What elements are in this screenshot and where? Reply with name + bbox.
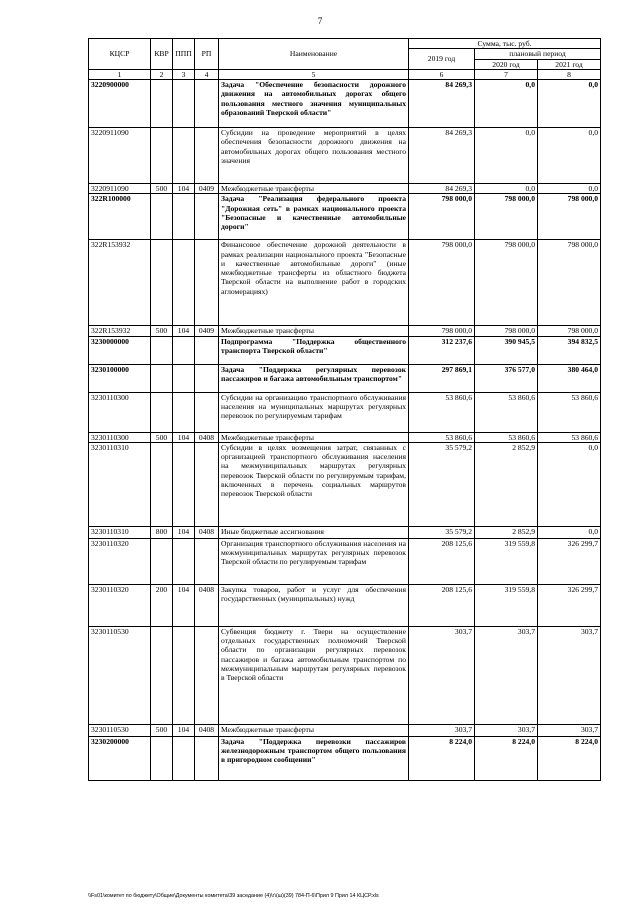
value-2019-cell: 208 125,6 — [409, 584, 475, 626]
kcsr-cell: 3220911090 — [89, 184, 151, 194]
table-row — [89, 526, 601, 538]
name-cell: Подпрограмма "Поддержка общественного транспорта Тверской области" — [219, 336, 409, 364]
table-row — [89, 392, 601, 432]
table-row — [89, 432, 601, 442]
ppp-cell — [173, 736, 195, 780]
kvr-cell — [151, 240, 173, 326]
value-2019-cell: 798 000,0 — [409, 194, 475, 240]
header-2021: 2021 год — [538, 59, 601, 69]
ppp-cell — [173, 538, 195, 584]
name-cell: Задача "Поддержка регулярных перевозок пассажиров и багажа автомобильным транспортом" — [219, 364, 409, 392]
ppp-cell: 104 — [173, 432, 195, 442]
value-2020-cell: 798 000,0 — [475, 194, 538, 240]
name-cell: Межбюджетные трансферты — [219, 326, 409, 336]
rp-cell: 0408 — [195, 526, 219, 538]
value-2019-cell: 208 125,6 — [409, 538, 475, 584]
value-2019-cell: 84 269,3 — [409, 128, 475, 184]
value-2020-cell: 303,7 — [475, 626, 538, 724]
kvr-cell: 800 — [151, 526, 173, 538]
header-rp: РП — [195, 39, 219, 70]
value-2019-cell: 53 860,6 — [409, 432, 475, 442]
value-2021-cell: 380 464,0 — [538, 364, 601, 392]
kvr-cell — [151, 336, 173, 364]
value-2020-cell: 0,0 — [475, 80, 538, 128]
value-2020-cell: 303,7 — [475, 724, 538, 736]
kvr-cell — [151, 736, 173, 780]
value-2020-cell: 390 945,5 — [475, 336, 538, 364]
kcsr-cell: 3230110530 — [89, 724, 151, 736]
file-path-footer: \\Fs01\комитет по бюджету\Общие\Документы комитета\39 заседание (4)\г\(ш)(39) 784-П-6\Прил 9 Прил 14 КЦСР.xls — [88, 893, 379, 899]
value-2021-cell: 53 860,6 — [538, 392, 601, 432]
kvr-cell: 500 — [151, 432, 173, 442]
budget-table — [88, 38, 601, 781]
name-cell: Межбюджетные трансферты — [219, 432, 409, 442]
table-row — [89, 724, 601, 736]
table-row — [89, 326, 601, 336]
col-number: 4 — [195, 69, 219, 79]
kvr-cell — [151, 626, 173, 724]
col-number: 7 — [475, 69, 538, 79]
table-row — [89, 736, 601, 780]
rp-cell — [195, 392, 219, 432]
rp-cell — [195, 128, 219, 184]
value-2019-cell: 8 224,0 — [409, 736, 475, 780]
col-number: 2 — [151, 69, 173, 79]
value-2021-cell: 303,7 — [538, 724, 601, 736]
kvr-cell — [151, 80, 173, 128]
ppp-cell — [173, 80, 195, 128]
value-2019-cell: 303,7 — [409, 626, 475, 724]
header-2020: 2020 год — [475, 59, 538, 69]
name-cell: Субсидии в целях возмещения затрат, связанных с организацией транспортного обслуживания населения на межмуниципальных маршрутах регулярных перевозок Тверской области по регулируемым тарифам, включенных в перечень социальных маршрутов перевозок Тверской области — [219, 442, 409, 526]
ppp-cell: 104 — [173, 724, 195, 736]
value-2019-cell: 35 579,2 — [409, 442, 475, 526]
value-2019-cell: 312 237,6 — [409, 336, 475, 364]
kvr-cell — [151, 442, 173, 526]
name-cell: Межбюджетные трансферты — [219, 724, 409, 736]
value-2021-cell: 798 000,0 — [538, 326, 601, 336]
kcsr-cell: 3220900000 — [89, 80, 151, 128]
name-cell: Иные бюджетные ассигнования — [219, 526, 409, 538]
table-row — [89, 626, 601, 724]
header-kvr: КВР — [151, 39, 173, 70]
value-2020-cell: 53 860,6 — [475, 432, 538, 442]
header-ppp: ППП — [173, 39, 195, 70]
col-number: 5 — [219, 69, 409, 79]
value-2019-cell: 798 000,0 — [409, 240, 475, 326]
rp-cell — [195, 626, 219, 724]
kcsr-cell: 3230110320 — [89, 584, 151, 626]
column-numbers-row — [89, 69, 601, 79]
header-2019: 2019 год — [409, 49, 475, 70]
header-sum: Сумма, тыс. руб. — [409, 39, 601, 49]
rp-cell — [195, 336, 219, 364]
rp-cell: 0408 — [195, 724, 219, 736]
value-2020-cell: 2 852,9 — [475, 526, 538, 538]
value-2020-cell: 0,0 — [475, 128, 538, 184]
col-number: 1 — [89, 69, 151, 79]
header-kcsr: КЦСР — [89, 39, 151, 70]
table-row — [89, 364, 601, 392]
col-number: 8 — [538, 69, 601, 79]
value-2021-cell: 326 299,7 — [538, 584, 601, 626]
value-2021-cell: 0,0 — [538, 80, 601, 128]
rp-cell: 0409 — [195, 184, 219, 194]
name-cell: Задача "Поддержка перевозки пассажиров железнодорожным транспортом общего пользования в пригородном сообщении" — [219, 736, 409, 780]
kvr-cell — [151, 194, 173, 240]
ppp-cell: 104 — [173, 184, 195, 194]
kcsr-cell: 3230200000 — [89, 736, 151, 780]
value-2021-cell: 8 224,0 — [538, 736, 601, 780]
value-2019-cell: 303,7 — [409, 724, 475, 736]
ppp-cell — [173, 392, 195, 432]
kcsr-cell: 3230110300 — [89, 392, 151, 432]
value-2019-cell: 798 000,0 — [409, 326, 475, 336]
value-2021-cell: 0,0 — [538, 184, 601, 194]
rp-cell — [195, 80, 219, 128]
rp-cell: 0408 — [195, 432, 219, 442]
header-name: Наименование — [219, 39, 409, 70]
rp-cell — [195, 364, 219, 392]
value-2019-cell: 297 869,1 — [409, 364, 475, 392]
rp-cell — [195, 736, 219, 780]
ppp-cell — [173, 240, 195, 326]
kcsr-cell: 3230110300 — [89, 432, 151, 442]
ppp-cell — [173, 336, 195, 364]
value-2021-cell: 53 860,6 — [538, 432, 601, 442]
value-2021-cell: 0,0 — [538, 526, 601, 538]
ppp-cell — [173, 442, 195, 526]
kvr-cell: 500 — [151, 326, 173, 336]
kcsr-cell: 322R153932 — [89, 240, 151, 326]
rp-cell — [195, 538, 219, 584]
kcsr-cell: 3230000000 — [89, 336, 151, 364]
ppp-cell — [173, 364, 195, 392]
name-cell: Межбюджетные трансферты — [219, 184, 409, 194]
value-2020-cell: 319 559,8 — [475, 538, 538, 584]
kvr-cell: 500 — [151, 724, 173, 736]
ppp-cell — [173, 128, 195, 184]
rp-cell — [195, 240, 219, 326]
name-cell: Задача "Обеспечение безопасности дорожного движения на автомобильных дорогах общего пользования местного значения муниципальных образований Тверской области" — [219, 80, 409, 128]
name-cell: Задача "Реализация федерального проекта "Дорожная сеть" в рамках национального проекта "Безопасные и качественные автомобильные дороги" — [219, 194, 409, 240]
name-cell: Субсидии на организацию транспортного обслуживания населения на муниципальных маршрутах регулярных перевозок по регулируемым тарифам — [219, 392, 409, 432]
value-2020-cell: 8 224,0 — [475, 736, 538, 780]
kvr-cell — [151, 128, 173, 184]
kcsr-cell: 322R153932 — [89, 326, 151, 336]
value-2019-cell: 84 269,3 — [409, 184, 475, 194]
value-2020-cell: 0,0 — [475, 184, 538, 194]
rp-cell — [195, 194, 219, 240]
kvr-cell: 200 — [151, 584, 173, 626]
ppp-cell: 104 — [173, 326, 195, 336]
col-number: 6 — [409, 69, 475, 79]
table-row — [89, 80, 601, 128]
name-cell: Финансовое обеспечение дорожной деятельности в рамках реализации национального проекта "Безопасные и качественные автомобильные дороги" (иные межбюджетные трансферты из областного бюджета Тверской области на выполнение работ в городских агломерациях) — [219, 240, 409, 326]
table-row — [89, 184, 601, 194]
value-2021-cell: 303,7 — [538, 626, 601, 724]
value-2020-cell: 798 000,0 — [475, 240, 538, 326]
name-cell: Организация транспортного обслуживания населения на межмуниципальных маршрутах регулярных перевозок Тверской области по регулируемым тарифам — [219, 538, 409, 584]
ppp-cell — [173, 194, 195, 240]
value-2020-cell: 798 000,0 — [475, 326, 538, 336]
value-2019-cell: 53 860,6 — [409, 392, 475, 432]
kcsr-cell: 322R100000 — [89, 194, 151, 240]
header-plan-period: плановый период — [475, 49, 601, 59]
value-2019-cell: 35 579,2 — [409, 526, 475, 538]
value-2021-cell: 798 000,0 — [538, 240, 601, 326]
value-2021-cell: 798 000,0 — [538, 194, 601, 240]
table-row — [89, 336, 601, 364]
value-2020-cell: 319 559,8 — [475, 584, 538, 626]
value-2020-cell: 2 852,9 — [475, 442, 538, 526]
value-2021-cell: 326 299,7 — [538, 538, 601, 584]
table-row — [89, 538, 601, 584]
kvr-cell — [151, 538, 173, 584]
rp-cell: 0408 — [195, 584, 219, 626]
rp-cell: 0409 — [195, 326, 219, 336]
value-2020-cell: 376 577,0 — [475, 364, 538, 392]
kvr-cell: 500 — [151, 184, 173, 194]
value-2021-cell: 394 832,5 — [538, 336, 601, 364]
ppp-cell: 104 — [173, 584, 195, 626]
value-2021-cell: 0,0 — [538, 128, 601, 184]
ppp-cell — [173, 626, 195, 724]
kcsr-cell: 3230110530 — [89, 626, 151, 724]
col-number: 3 — [173, 69, 195, 79]
table-row — [89, 442, 601, 526]
kvr-cell — [151, 392, 173, 432]
rp-cell — [195, 442, 219, 526]
kvr-cell — [151, 364, 173, 392]
table-row — [89, 194, 601, 240]
table-row — [89, 584, 601, 626]
value-2019-cell: 84 269,3 — [409, 80, 475, 128]
name-cell: Закупка товаров, работ и услуг для обеспечения государственных (муниципальных) нужд — [219, 584, 409, 626]
name-cell: Субсидии на проведение мероприятий в целях обеспечения безопасности дорожного движения на автомобильных дорогах общего пользования местного значения — [219, 128, 409, 184]
table-row — [89, 240, 601, 326]
table-row — [89, 128, 601, 184]
value-2021-cell: 0,0 — [538, 442, 601, 526]
kcsr-cell: 3220911090 — [89, 128, 151, 184]
kcsr-cell: 3230100000 — [89, 364, 151, 392]
kcsr-cell: 3230110310 — [89, 526, 151, 538]
kcsr-cell: 3230110310 — [89, 442, 151, 526]
ppp-cell: 104 — [173, 526, 195, 538]
kcsr-cell: 3230110320 — [89, 538, 151, 584]
name-cell: Субвенция бюджету г. Твери на осуществление отдельных государственных полномочий Тверской области по организации регулярных перевозок пассажиров и багажа автомобильным транспортом по межмуниципальным маршрутам регулярных перевозок в Тверской области — [219, 626, 409, 724]
page-number: 7 — [317, 16, 323, 26]
value-2020-cell: 53 860,6 — [475, 392, 538, 432]
